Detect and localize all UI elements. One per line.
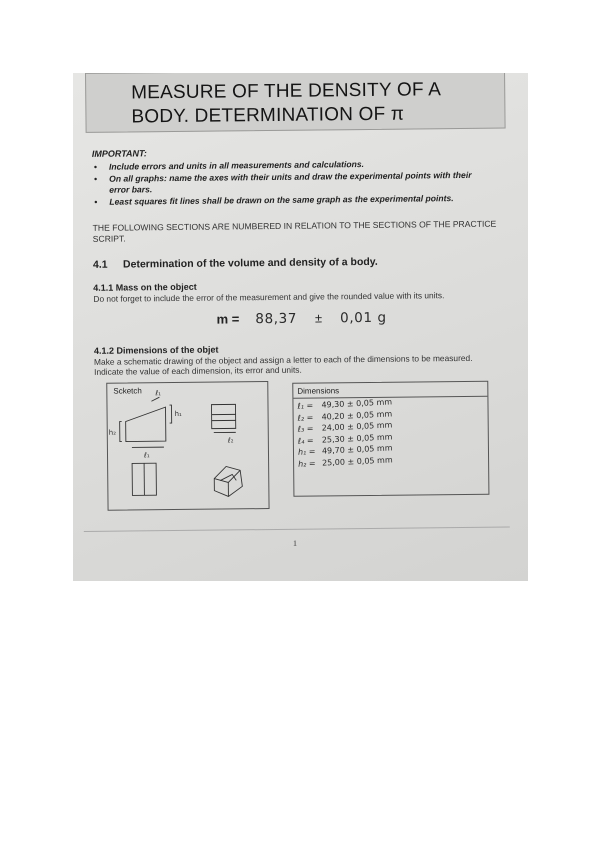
section-4-1-title: Determination of the volume and density of a body. xyxy=(122,255,378,271)
dimension-row: h₂ = 25,00 ± 0,05 mm xyxy=(297,454,393,469)
mass-label: m = xyxy=(216,311,240,327)
important-item: • Include errors and units in all measurements and calculations. xyxy=(93,159,365,172)
bullet-icon: • xyxy=(94,196,98,207)
h2-bracket xyxy=(120,422,122,442)
section-4-1-1-heading: 4.1.1 Mass on the object xyxy=(93,281,197,293)
sketch-drawing xyxy=(107,382,268,510)
dimension-row: ℓ₂ = 40,20 ± 0,05 mm xyxy=(297,408,393,423)
section-notice: THE FOLLOWING SECTIONS ARE NUMBERED IN RELATION TO THE SECTIONS OF THE PRACTICE SCRIPT. xyxy=(92,218,497,244)
section-4-1-heading xyxy=(93,256,378,271)
sketch-title: Scketch xyxy=(113,386,142,396)
section-4-1-2-description: Make a schematic drawing of the object and assign a letter to each of the dimensions to be measured. Indicate the value of each dimension, its error and units. xyxy=(93,352,473,377)
section-4-1-2-heading: 4.1.2 Dimensions of the objet xyxy=(93,344,219,356)
dimension-row: ℓ₄ = 25,30 ± 0,05 mm xyxy=(297,431,393,446)
mass-measurement xyxy=(217,310,387,328)
dimensions-title: Dimensions xyxy=(297,386,340,396)
title-line-2: BODY. DETERMINATION OF π xyxy=(131,103,405,128)
mass-value: 88,37 xyxy=(255,310,298,328)
important-heading: IMPORTANT: xyxy=(91,148,147,159)
front-view-shape xyxy=(211,404,235,428)
important-item: • Least squares fit lines shall be drawn on the same graph as the experimental points. xyxy=(94,193,454,207)
dimensions-list xyxy=(297,397,393,470)
sketch-label-l2: ℓ₂ xyxy=(227,436,234,445)
sketch-box xyxy=(106,381,269,511)
page-number: 1 xyxy=(292,538,297,548)
title-box xyxy=(85,73,506,133)
section-4-1-number: 4.1 xyxy=(92,258,108,271)
document-photo xyxy=(73,73,528,581)
worksheet-page xyxy=(79,73,510,548)
plus-minus-sign: ± xyxy=(314,310,323,326)
important-list xyxy=(92,158,492,209)
top-dimension-line xyxy=(151,397,159,401)
dimension-row: ℓ₁ = 49,30 ± 0,05 mm xyxy=(297,397,393,411)
bullet-icon: • xyxy=(94,173,98,184)
dimensions-box xyxy=(292,381,489,497)
section-4-1-1-description: Do not forget to include the error of the measurement and give the rounded value with its units. xyxy=(93,290,445,304)
side-view-shape xyxy=(126,407,166,441)
dimension-row: h₁ = 49,70 ± 0,05 mm xyxy=(297,443,393,457)
page-divider xyxy=(84,527,510,532)
sketch-label-l1: ℓ₁ xyxy=(143,451,150,460)
dimension-row: ℓ₃ = 24,00 ± 0,05 mm xyxy=(297,420,393,434)
sketch-label-top: ℓ₁ xyxy=(155,389,162,398)
bullet-icon: • xyxy=(93,161,98,172)
important-item: • On all graphs: name the axes with their units and draw the experimental points with their error bars. xyxy=(94,169,472,195)
h1-bracket xyxy=(169,405,171,423)
mass-error: 0,01 g xyxy=(340,309,387,327)
sketch-label-h2: h₂ xyxy=(108,428,117,437)
title-line-1: MEASURE OF THE DENSITY OF A xyxy=(131,79,442,104)
sketch-label-h1: h₁ xyxy=(174,409,182,419)
